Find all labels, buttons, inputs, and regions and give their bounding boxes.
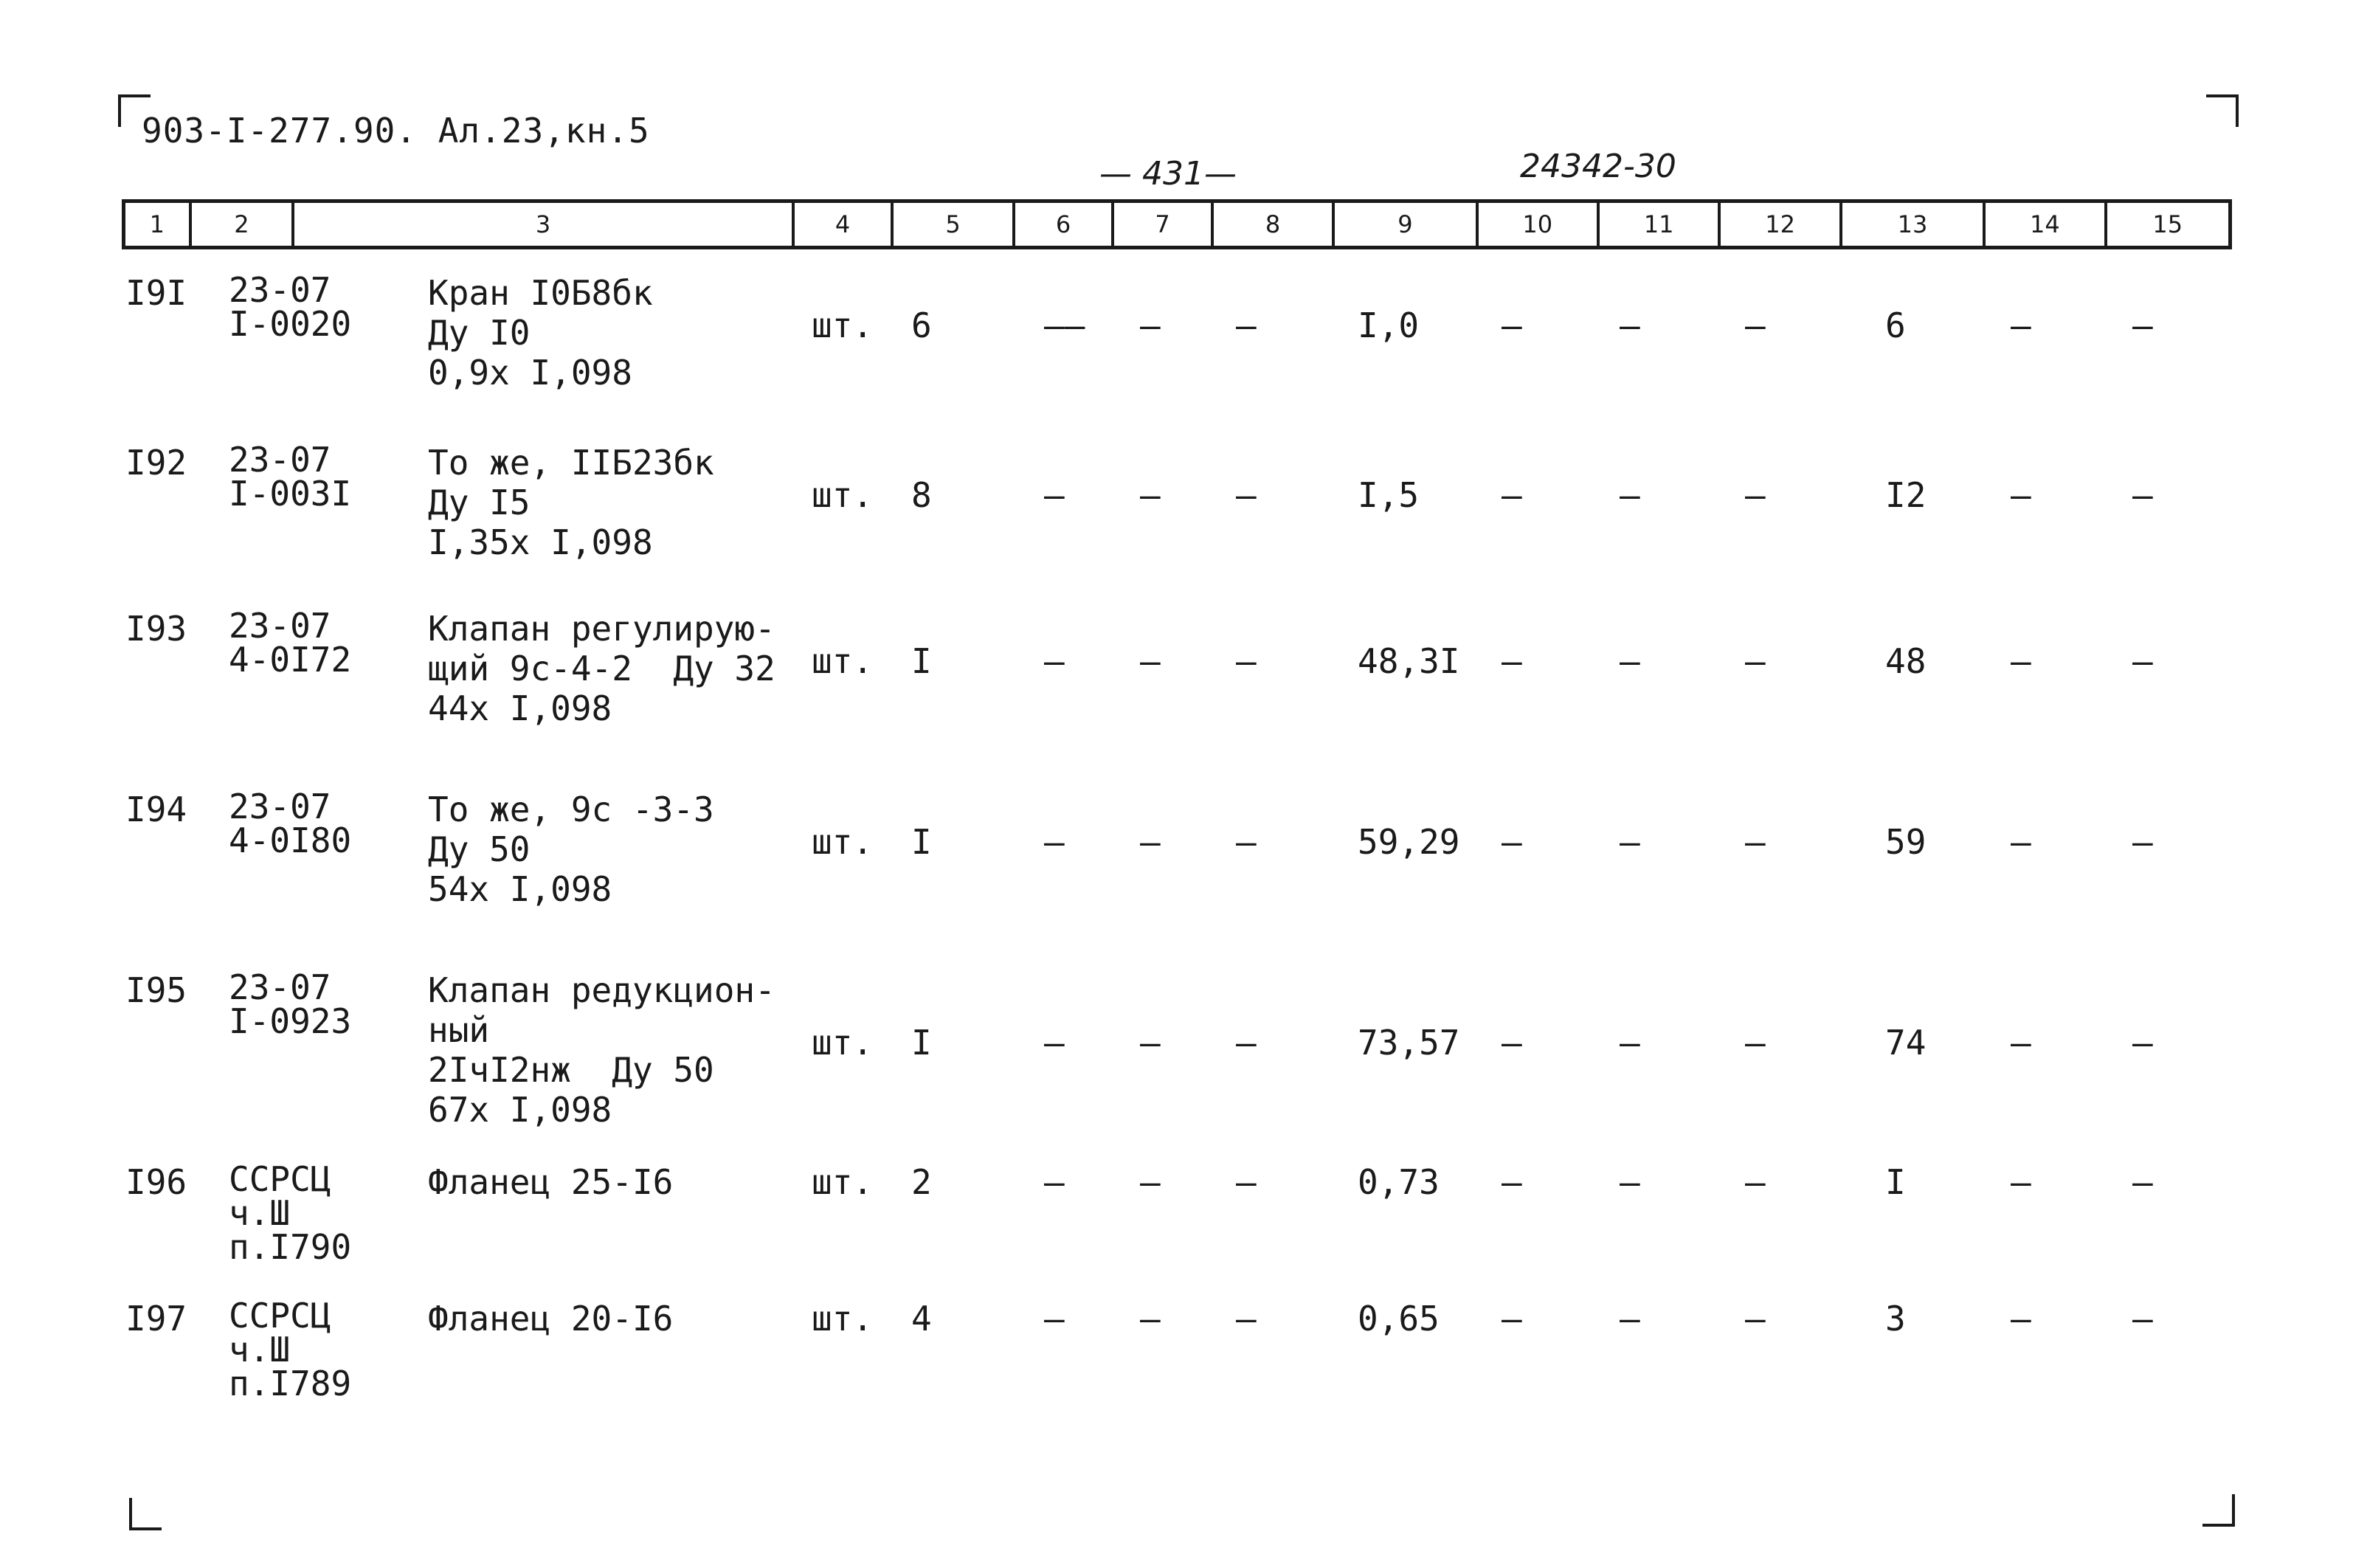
quantity: 8 <box>911 475 932 515</box>
norm-code-line: 23-07 <box>229 787 331 826</box>
norm-code-line: 23-07 <box>229 270 331 310</box>
col-13-value: 74 <box>1885 1023 1927 1063</box>
col-10-value: – <box>1502 1299 1522 1339</box>
quantity: I <box>911 641 932 681</box>
item-description-line: Ду I0 <box>428 313 531 353</box>
unit: шт. <box>812 1299 874 1339</box>
table-row <box>122 606 2232 790</box>
col-6-value: – <box>1044 641 1065 681</box>
col-9-value: 59,29 <box>1358 822 1460 862</box>
col-12-value: – <box>1745 822 1766 862</box>
col-8-value: – <box>1236 641 1257 681</box>
column-header-12: 12 <box>1721 203 1842 246</box>
norm-code-line: I-0020 <box>229 304 352 344</box>
quantity: 4 <box>911 1299 932 1339</box>
item-description-line: Кран I0Б8бк <box>428 273 653 313</box>
col-15-value: – <box>2132 1299 2153 1339</box>
col-14-value: – <box>2011 822 2031 862</box>
col-14-value: – <box>2011 1299 2031 1339</box>
col-14-value: – <box>2011 305 2031 345</box>
item-description-line: ный <box>428 1010 490 1050</box>
unit: шт. <box>812 1162 874 1202</box>
item-description <box>428 609 775 728</box>
norm-code-line: 23-07 <box>229 440 331 480</box>
column-header-13: 13 <box>1842 203 1986 246</box>
col-8-value: – <box>1236 1299 1257 1339</box>
col-12-value: – <box>1745 641 1766 681</box>
col-11-value: – <box>1620 1299 1640 1339</box>
item-description <box>428 790 714 909</box>
column-header-7: 7 <box>1114 203 1214 246</box>
col-11-value: – <box>1620 822 1640 862</box>
col-13-value: 6 <box>1885 305 1906 345</box>
unit: шт. <box>812 641 874 681</box>
col-13-value: I2 <box>1885 475 1927 515</box>
column-header-1: 1 <box>125 203 192 246</box>
col-8-value: – <box>1236 1023 1257 1063</box>
col-11-value: – <box>1620 641 1640 681</box>
norm-code-line: 23-07 <box>229 606 331 646</box>
column-header-6: 6 <box>1015 203 1115 246</box>
col-8-value: – <box>1236 1162 1257 1202</box>
col-15-value: – <box>2132 475 2153 515</box>
item-description-line: 54x I,098 <box>428 869 612 909</box>
col-11-value: – <box>1620 1023 1640 1063</box>
norm-code-line: п.I790 <box>229 1227 352 1267</box>
row-number: I97 <box>125 1299 187 1339</box>
norm-code-line: ч.Ш <box>229 1330 291 1370</box>
item-description-line: I,35x I,098 <box>428 522 653 562</box>
row-number: I94 <box>125 790 187 829</box>
quantity: I <box>911 822 932 862</box>
col-12-value: – <box>1745 1162 1766 1202</box>
col-14-value: – <box>2011 475 2031 515</box>
col-10-value: – <box>1502 1023 1522 1063</box>
norm-code <box>229 270 352 344</box>
col-14-value: – <box>2011 1162 2031 1202</box>
norm-code <box>229 1296 352 1403</box>
item-description-line: Фланец 20-I6 <box>428 1299 674 1339</box>
col-9-value: I,5 <box>1358 475 1420 515</box>
col-6-value: —— <box>1044 305 1085 345</box>
item-description-line: Клапан регулирую- <box>428 609 775 649</box>
col-11-value: – <box>1620 305 1640 345</box>
item-description-line: Ду I5 <box>428 483 531 522</box>
norm-code-line: ч.Ш <box>229 1193 291 1233</box>
item-description <box>428 970 775 1130</box>
norm-code <box>229 967 352 1041</box>
table-row <box>122 1296 2232 1446</box>
item-description-line: 67x I,098 <box>428 1090 612 1130</box>
row-number: I96 <box>125 1162 187 1202</box>
col-15-value: – <box>2132 1162 2153 1202</box>
col-15-value: – <box>2132 1023 2153 1063</box>
col-15-value: – <box>2132 305 2153 345</box>
col-14-value: – <box>2011 641 2031 681</box>
unit: шт. <box>812 305 874 345</box>
col-12-value: – <box>1745 1299 1766 1339</box>
col-8-value: – <box>1236 475 1257 515</box>
col-13-value: I <box>1885 1162 1906 1202</box>
row-number: I92 <box>125 443 187 483</box>
column-header-10: 10 <box>1479 203 1600 246</box>
col-8-value: – <box>1236 822 1257 862</box>
col-7-value: – <box>1140 1162 1161 1202</box>
col-15-value: – <box>2132 822 2153 862</box>
quantity: 2 <box>911 1162 932 1202</box>
col-7-value: – <box>1140 822 1161 862</box>
norm-code-line: I-0923 <box>229 1001 352 1041</box>
item-description <box>428 273 653 393</box>
row-number: I95 <box>125 970 187 1010</box>
column-header-9: 9 <box>1335 203 1478 246</box>
col-14-value: – <box>2011 1023 2031 1063</box>
col-13-value: 59 <box>1885 822 1927 862</box>
corner-mark-bottom-left <box>129 1498 162 1530</box>
unit: шт. <box>812 475 874 515</box>
norm-code-line: п.I789 <box>229 1364 352 1403</box>
column-header-11: 11 <box>1600 203 1721 246</box>
norm-code-line: 23-07 <box>229 967 331 1007</box>
column-header-5: 5 <box>894 203 1015 246</box>
table-row <box>122 440 2232 609</box>
item-description-line: То же, IIБ23бк <box>428 443 714 483</box>
norm-code-line: I-003I <box>229 474 352 514</box>
item-description-line: 44x I,098 <box>428 688 612 728</box>
item-description-line: Клапан редукцион- <box>428 970 775 1010</box>
unit: шт. <box>812 1023 874 1063</box>
column-header-14: 14 <box>1986 203 2107 246</box>
col-12-value: – <box>1745 1023 1766 1063</box>
norm-code-line: 4-0I80 <box>229 821 352 860</box>
norm-code <box>229 787 352 860</box>
norm-code-line: 4-0I72 <box>229 640 352 680</box>
col-6-value: – <box>1044 1299 1065 1339</box>
col-10-value: – <box>1502 475 1522 515</box>
column-header-15: 15 <box>2152 210 2183 238</box>
table-row <box>122 787 2232 970</box>
col-9-value: 0,73 <box>1358 1162 1440 1202</box>
col-7-value: – <box>1140 1023 1161 1063</box>
table-row <box>122 1159 2232 1299</box>
col-12-value: – <box>1745 305 1766 345</box>
table-row <box>122 967 2232 1162</box>
row-number: I93 <box>125 609 187 649</box>
norm-code <box>229 440 352 514</box>
col-6-value: – <box>1044 475 1065 515</box>
col-6-value: – <box>1044 1162 1065 1202</box>
quantity: 6 <box>911 305 932 345</box>
page-number: — 431— <box>1099 155 1237 193</box>
norm-code-line: ССРСЦ <box>229 1159 331 1199</box>
col-10-value: – <box>1502 305 1522 345</box>
col-7-value: – <box>1140 475 1161 515</box>
corner-mark-bottom-right <box>2202 1494 2235 1527</box>
unit: шт. <box>812 822 874 862</box>
column-header-row <box>122 199 2232 249</box>
item-description-line: щий 9с-4-2 Ду 32 <box>428 649 775 688</box>
column-header-2: 2 <box>192 203 295 246</box>
column-header-8: 8 <box>1214 203 1335 246</box>
col-11-value: – <box>1620 475 1640 515</box>
table-row <box>122 270 2232 443</box>
col-10-value: – <box>1502 1162 1522 1202</box>
sheet-code: 24342-30 <box>1520 148 1676 185</box>
col-7-value: – <box>1140 305 1161 345</box>
col-7-value: – <box>1140 1299 1161 1339</box>
item-description-line: 2IчI2нж Ду 50 <box>428 1050 714 1090</box>
col-10-value: – <box>1502 641 1522 681</box>
item-description-line: Ду 50 <box>428 829 531 869</box>
col-15-value: – <box>2132 641 2153 681</box>
col-12-value: – <box>1745 475 1766 515</box>
col-10-value: – <box>1502 822 1522 862</box>
col-13-value: 3 <box>1885 1299 1906 1339</box>
col-7-value: – <box>1140 641 1161 681</box>
col-9-value: I,0 <box>1358 305 1420 345</box>
col-9-value: 0,65 <box>1358 1299 1440 1339</box>
column-header-4: 4 <box>795 203 894 246</box>
col-9-value: 48,3I <box>1358 641 1460 681</box>
item-description-line: Фланец 25-I6 <box>428 1162 674 1202</box>
item-description <box>428 1162 673 1202</box>
column-header-3: 3 <box>294 203 795 246</box>
col-8-value: – <box>1236 305 1257 345</box>
col-6-value: – <box>1044 1023 1065 1063</box>
document-code: 903-I-277.90. Ал.23,кн.5 <box>142 111 650 151</box>
norm-code-line: ССРСЦ <box>229 1296 331 1336</box>
col-13-value: 48 <box>1885 641 1927 681</box>
row-number: I9I <box>125 273 187 313</box>
corner-mark-top-right <box>2206 94 2239 127</box>
item-description-line: То же, 9с -3-3 <box>428 790 714 829</box>
item-description <box>428 443 714 562</box>
quantity: I <box>911 1023 932 1063</box>
norm-code <box>229 606 352 680</box>
col-11-value: – <box>1620 1162 1640 1202</box>
item-description <box>428 1299 673 1339</box>
item-description-line: 0,9x I,098 <box>428 353 632 393</box>
norm-code <box>229 1159 352 1267</box>
col-9-value: 73,57 <box>1358 1023 1460 1063</box>
col-6-value: – <box>1044 822 1065 862</box>
